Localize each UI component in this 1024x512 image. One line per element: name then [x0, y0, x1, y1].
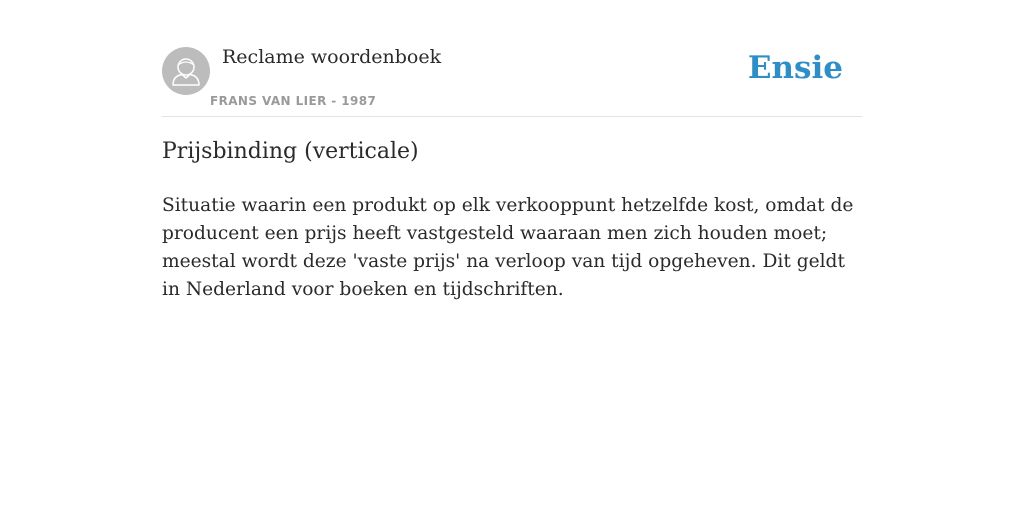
author-line: FRANS VAN LIER - 1987: [210, 94, 377, 108]
user-silhouette-icon: [162, 47, 210, 95]
entry-title: Prijsbinding (verticale): [162, 139, 419, 164]
ensie-logo[interactable]: Ensie: [747, 50, 843, 86]
book-title[interactable]: Reclame woordenboek: [222, 46, 442, 68]
entry-definition: Situatie waarin een produkt op elk verkooppunt hetzelfde kost, omdat de producent een prijs heeft vastgesteld waaraan men zich houden moet; meestal wordt deze 'vaste prijs' na verloop van tijd opgeheven. Dit geldt in Nederland voor boeken en tijdschriften.: [162, 195, 854, 300]
source-header: [162, 45, 862, 117]
